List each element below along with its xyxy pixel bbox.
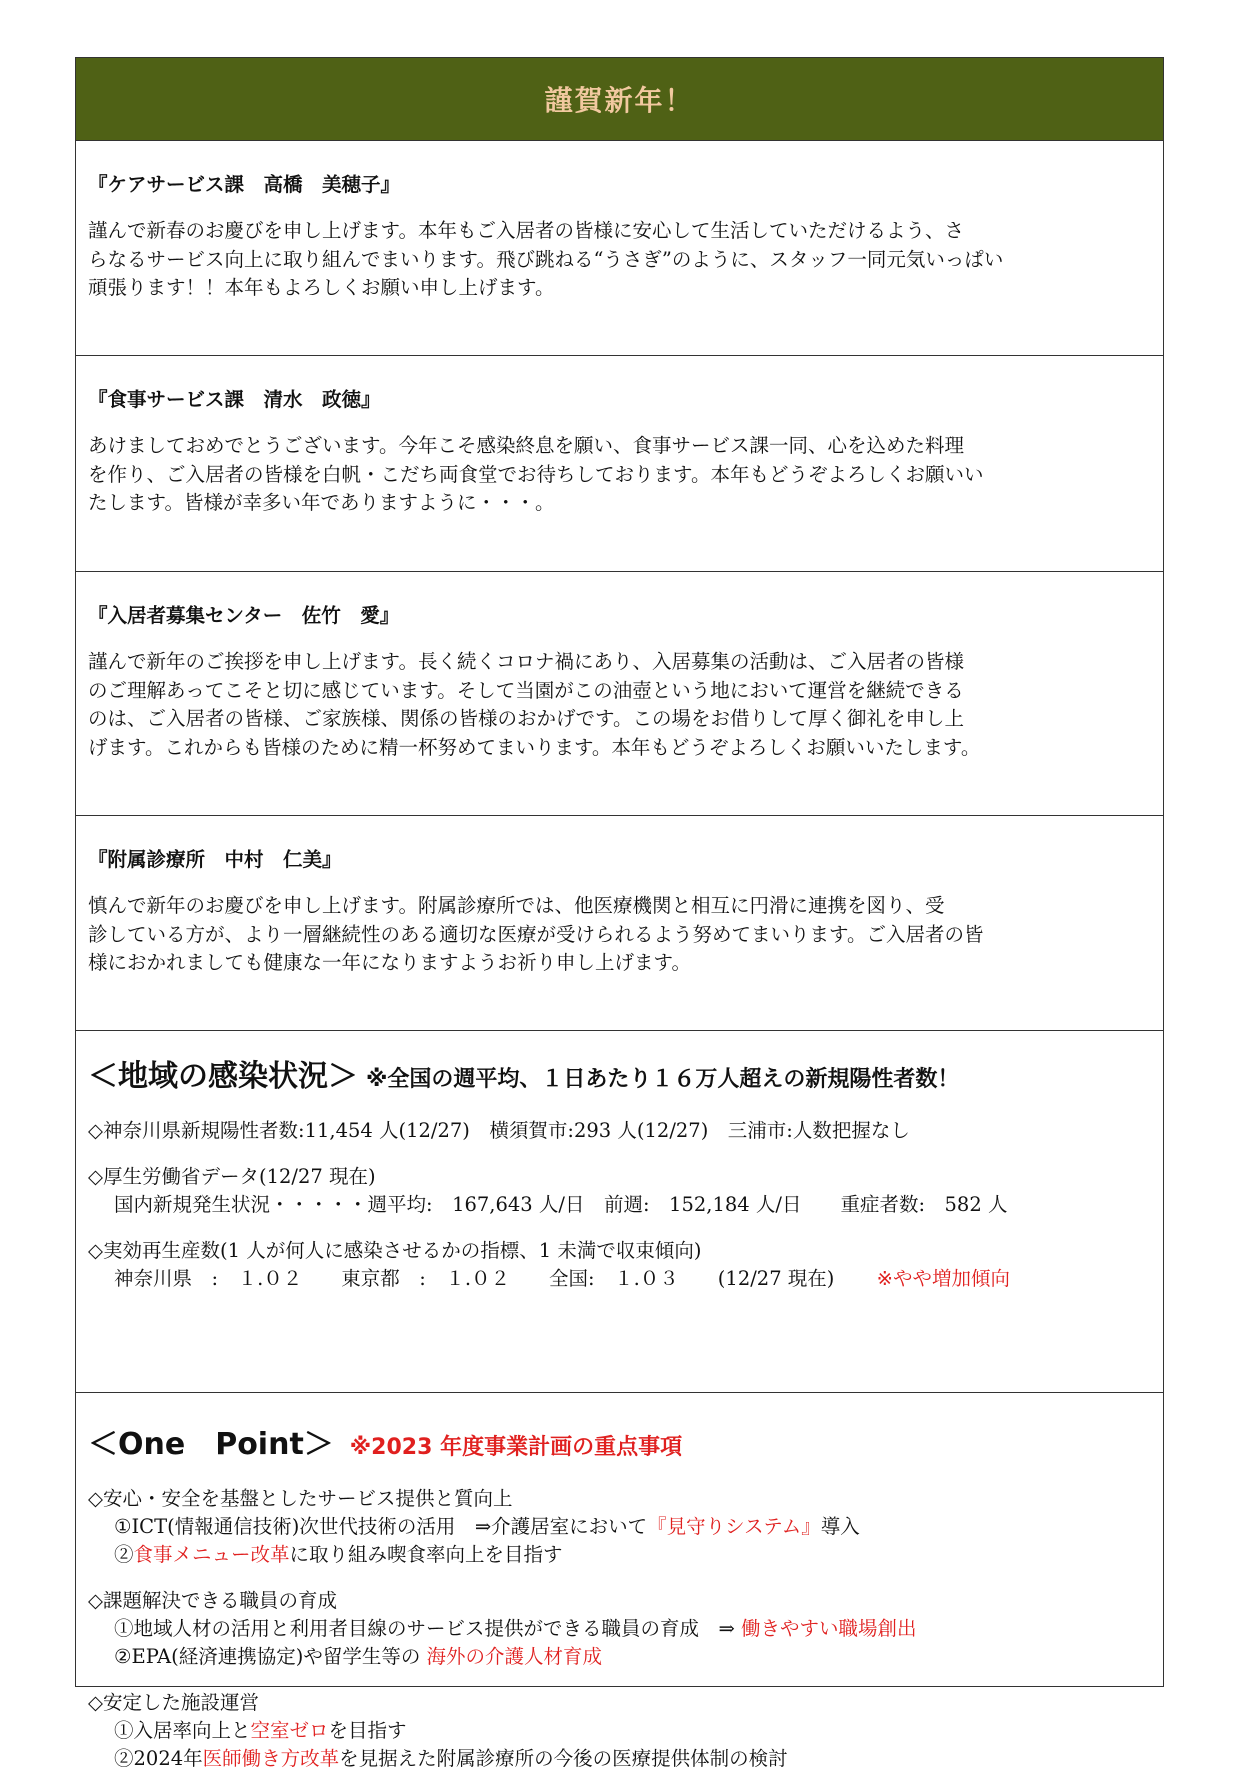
item-text: ①入居率向上と [114,1719,251,1742]
goal-1-item-1 [88,1513,1151,1541]
greeting-line: らなるサービス向上に取り組んでまいります。飛び跳ねる“うさぎ”のように、スタッフ一同元気いっぱい [88,247,1004,271]
national-cases-line: 国内新規発生状況・・・・・週平均: 167,643 人/日 前週: 152,184 人/日 重症者数: 582 人 [114,1193,1008,1216]
greeting-body [88,648,1151,762]
greeting-line: 謹んで新春のお慶びを申し上げます。本年もご入居者の皆様に安心して生活していただけるよう、さ [88,219,964,242]
greeting-line: 謹んで新年のご挨拶を申し上げます。長く続くコロナ禍にあり、入居募集の活動は、ご入居者の皆様 [88,650,964,673]
goal-2-item-2 [88,1643,1151,1671]
greeting-line: のご理解あってこそと切に感じています。そして当園がこの油壺という地において運営を継続できる [88,678,964,702]
goal-3-item-1 [88,1717,1151,1745]
goal-3-item-2 [88,1745,1151,1773]
item-text: ②EPA(経済連携協定)や留学生等の [114,1645,427,1668]
greeting-heading: 『食事サービス課 清水 政徳』 [88,388,381,411]
item-text: を見据えた附属診療所の今後の医療提供体制の検討 [339,1747,788,1770]
reproduction-number-title: ◇実効再生産数(1 人が何人に感染させるかの指標、1 未満で収束傾向) [88,1239,702,1262]
goal-1-title: ◇安心・安全を基盤としたサービス提供と質向上 [88,1487,513,1510]
greeting-line: のは、ご入居者の皆様、ご家族様、関係の皆様のおかげです。この場をお借りして厚く御礼を申し上 [88,707,964,730]
item-text: 導入 [820,1515,860,1538]
item-text: ② [114,1543,134,1566]
item-text: を目指す [328,1719,407,1742]
item-highlight: 空室ゼロ [250,1719,329,1742]
greeting-line: 頑張ります！！本年もよろしくお願い申し上げます。 [88,276,555,299]
goal-3-title: ◇安定した施設運営 [88,1691,259,1714]
kanagawa-cases-line: ◇神奈川県新規陽性者数:11,454 人(12/27) 横須賀市:293 人(12/27) 三浦市:人数把握なし [88,1119,910,1142]
greeting-section-clinic [76,844,1163,1031]
greeting-section-care [76,169,1163,356]
greeting-line: あけましておめでとうございます。今年こそ感染終息を願い、食事サービス課一同、心を込めた料理 [88,434,964,457]
one-point-subtitle: ※2023 年度事業計画の重点事項 [349,1435,683,1460]
greeting-line: 慎んで新年のお慶びを申し上げます。附属診療所では、他医療機関と相互に円滑に連携を図り、受 [88,894,945,917]
item-highlight: 『見守りシステム』 [647,1515,821,1538]
infection-status-section [76,1051,1163,1393]
one-point-section [76,1419,1163,1773]
greeting-line: 様におかれましても健康な一年になりますようお祈り申し上げます。 [88,951,691,974]
trend-note: ※やや増加傾向 [876,1267,1010,1290]
greeting-section-recruit [76,600,1163,816]
greeting-line: を作り、ご入居者の皆様を白帆・こだち両食堂でお待ちしております。本年もどうぞよろしくお願いい [88,462,984,486]
reproduction-values-line [88,1265,1151,1293]
one-point-heading [88,1419,1151,1463]
greeting-body [88,892,1151,978]
greeting-body [88,432,1151,518]
greeting-line: 診している方が、より一層継続性のある適切な医療が受けられるよう努めてまいります。ご入居者の皆 [88,922,984,946]
item-text: ②2024年 [114,1747,203,1770]
header-banner [76,58,1163,141]
goal-2-title: ◇課題解決できる職員の育成 [88,1589,337,1612]
page-title: 謹賀新年！ [544,84,695,117]
item-text: に取り組み喫食率向上を目指す [289,1543,563,1566]
goal-2-item-1 [88,1615,1151,1643]
infection-subtitle: ※全国の週平均、１日あたり１６万人超えの新規陽性者数！ [366,1067,960,1092]
mhlw-data-title: ◇厚生労働省データ(12/27 現在) [88,1165,376,1188]
greeting-line: たします。皆様が幸多い年でありますように・・・。 [88,491,555,514]
goal-1-item-2 [88,1541,1151,1569]
item-highlight: 食事メニュー改革 [133,1543,290,1566]
infection-title: ＜地域の感染状況＞ [88,1059,358,1094]
newsletter-frame [75,57,1164,1770]
item-highlight: 働きやすい職場創出 [741,1617,917,1640]
greeting-heading: 『附属診療所 中村 仁美』 [88,848,342,871]
item-highlight: 海外の介護人材育成 [426,1645,603,1668]
greeting-heading: 『ケアサービス課 高橋 美穂子』 [88,173,401,196]
infection-heading [88,1051,1151,1095]
reproduction-values: 神奈川県 : １.０２ 東京都 : １.０２ 全国: １.０３ (12/27 現在) [114,1267,835,1290]
item-text: ①地域人材の活用と利用者目線のサービス提供ができる職員の育成 ⇒ [114,1617,742,1640]
item-highlight: 医師働き方改革 [202,1747,340,1770]
greeting-section-food [76,384,1163,572]
greeting-line: げます。これからも皆様のために精一杯努めてまいります。本年もどうぞよろしくお願いいたします。 [88,735,981,759]
item-text: ①ICT(情報通信技術)次世代技術の活用 ⇒介護居室において [114,1515,648,1538]
one-point-title: ＜One Point＞ [88,1427,334,1462]
greeting-heading: 『入居者募集センター 佐竹 愛』 [88,604,400,627]
greeting-body [88,217,1151,303]
